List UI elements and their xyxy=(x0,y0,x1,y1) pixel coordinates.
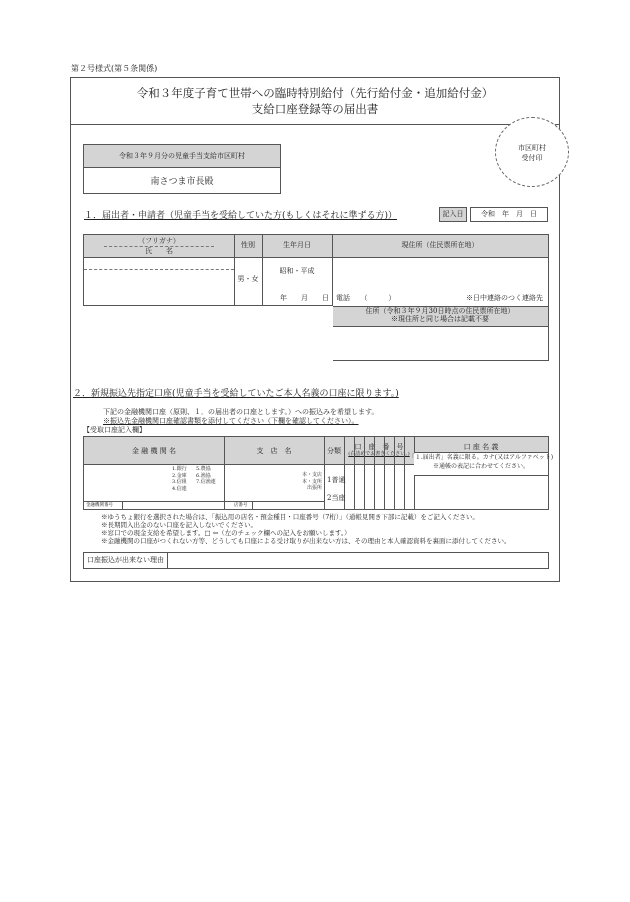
digit-divider-4 xyxy=(384,437,385,509)
recipient-header: 令和３年９月分の児童手当支給市区町村 xyxy=(84,145,280,168)
note-4: ※金融機関の口座がつくれない方等、どうしても口座による受け取りが出来ない方は、その理由と本人確認資料を裏面に添付してください。 xyxy=(101,537,511,545)
reception-stamp-area xyxy=(495,117,569,187)
col-bank-label: 金 融 機 関 名 xyxy=(132,447,176,455)
reason-label: 口座振込が出来ない理由 xyxy=(84,553,168,568)
branch-type-options[interactable] xyxy=(292,472,322,492)
account-table xyxy=(83,436,554,510)
col-branch-label: 支 店 名 xyxy=(256,447,292,455)
recipient-box xyxy=(83,144,281,194)
header-bottom-right xyxy=(332,257,548,258)
digit-divider-3 xyxy=(374,437,375,509)
reason-box xyxy=(83,552,549,569)
bank-type-options[interactable] xyxy=(172,466,187,492)
branch-type-1[interactable]: 本・支店 xyxy=(301,472,322,478)
account-box-label: 【受取口座記入欄】 xyxy=(83,426,146,434)
stamp-label-line1: 市区町村 xyxy=(518,144,546,152)
form-title-line2: 支給口座登録等の届出書 xyxy=(251,102,379,116)
bank-type-3[interactable]: 3.信組 xyxy=(172,479,187,485)
name-input[interactable] xyxy=(88,275,230,295)
gender-label: 性別 xyxy=(241,241,255,249)
bank-type-2[interactable]: 2.金庫 xyxy=(172,472,187,479)
title-divider xyxy=(70,124,560,125)
holder-note1: 「１.届出者」名義に限る。カナ(又はアルファベット) xyxy=(408,454,554,461)
section2-heading: ２．新規振込先指定口座(児童手当を受給していたご本人名義の口座に限ります。) xyxy=(73,389,399,399)
dob-era-options[interactable]: 昭和・平成 xyxy=(279,267,315,275)
furigana-label: （フリガナ） xyxy=(138,237,180,245)
col-number-label: 口 座 番 号 xyxy=(354,443,404,451)
note-2: ※長期間入出金のない口座を記入しないでください。 xyxy=(101,521,257,529)
address-label: 現住所（住民票所在地） xyxy=(401,241,479,249)
branch-type-2[interactable]: 本・支所 xyxy=(301,478,322,485)
table-left-bottom xyxy=(83,305,333,306)
dob-ymd[interactable]: 年 月 日 xyxy=(280,294,329,302)
col-number-note: (右詰めでお書きください。) xyxy=(348,451,410,457)
reason-input[interactable] xyxy=(172,555,542,566)
col-type-label: 分類 xyxy=(327,447,341,455)
digit-divider-2 xyxy=(364,437,365,509)
table-left-mask xyxy=(83,306,333,364)
bank-code-sep xyxy=(122,501,123,509)
stamp-label-line2: 受付印 xyxy=(521,154,543,162)
section2-intro2: ※振込先金融機関口座確認書類を添付してください（下欄を確認してください）。 xyxy=(103,417,359,425)
account-type-1[interactable]: 1普通 xyxy=(327,476,346,484)
prev-address-label: 住所（令和３年９月30日時点の住民票所在地） xyxy=(365,307,515,315)
branch-code-label: 店番号 xyxy=(234,503,248,508)
table-left-edge xyxy=(83,234,84,306)
note-1: ※ゆうちょ銀行を選択された場合は、「振込用の店名・預金種目・口座番号（7桁）」（通帳見開き下部に記載）をご記入ください。 xyxy=(101,513,479,521)
phone-label[interactable]: 電話 （ ） xyxy=(336,294,396,302)
form-id: 第２号様式(第５条関係) xyxy=(71,64,158,73)
date-label: 記入日 xyxy=(439,207,467,222)
header-bottom-left xyxy=(84,257,332,258)
recipient-name: 南さつま市長殿 xyxy=(150,176,214,187)
bank-type-7[interactable]: 7.信漁連 xyxy=(196,479,216,485)
bank-type-6[interactable]: 6.漁協 xyxy=(196,472,211,479)
prev-address-divider xyxy=(332,326,548,327)
bank-code-label: 金融機関番号 xyxy=(86,503,113,508)
note-3[interactable]: ※窓口での現金支給を希望します。□ ⇦（左のチェック欄への記入をお願いします。） xyxy=(101,529,351,537)
name-furigana-line xyxy=(84,269,234,270)
holder-note2: ※通帳の表記に合わせてください。 xyxy=(432,463,529,470)
form-title-line1: 令和３年度子育て世帯への臨時特別給付（先行給付金・追加給付金） xyxy=(136,86,494,100)
branch-code-sep xyxy=(252,501,253,509)
digit-divider-5 xyxy=(394,437,395,509)
section1-heading: １．届出者・申請者（児童手当を受給していた方(もしくはそれに準ずる方)） xyxy=(84,211,398,221)
bank-type-1[interactable]: 1.銀行 xyxy=(172,466,187,472)
bank-type-options-2[interactable] xyxy=(196,466,216,486)
digit-divider-6 xyxy=(404,437,405,509)
code-row-divider xyxy=(84,501,324,502)
account-type-2[interactable]: 2当座 xyxy=(327,494,346,502)
digit-divider-1 xyxy=(354,437,355,509)
furigana-input[interactable] xyxy=(88,259,230,268)
section2-intro1: 下記の金融機関口座（原則、１．の届出者の口座とします。）への振込みを希望します。 xyxy=(103,408,379,416)
bank-type-5[interactable]: 5.農協 xyxy=(196,466,211,472)
branch-type-3[interactable]: 出張所 xyxy=(306,485,322,491)
prev-address-note: ※現住所と同じ場合は記載不要 xyxy=(391,315,489,323)
name-label: 氏 名 xyxy=(145,247,173,255)
gender-options[interactable]: 男・女 xyxy=(237,275,259,283)
phone-note: ※日中連絡のつく連絡先 xyxy=(466,294,543,302)
bank-type-4[interactable]: 4.信連 xyxy=(172,485,187,492)
date-field[interactable]: 令和 年 月 日 xyxy=(470,207,548,222)
dob-label: 生年月日 xyxy=(283,241,311,249)
col-holder-label: 口 座 名 義 xyxy=(463,443,499,451)
